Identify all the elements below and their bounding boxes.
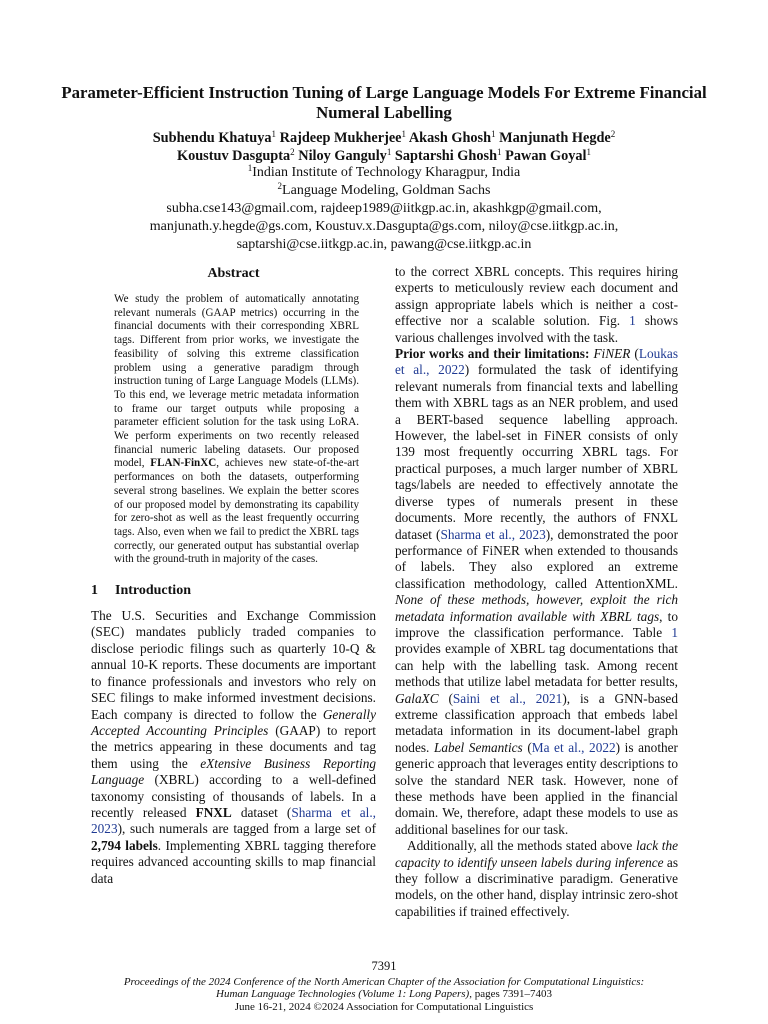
author-affiliation-mark: 1 [491, 129, 496, 139]
page-footer [40, 960, 728, 1013]
author-name: Saptarshi Ghosh [394, 148, 498, 164]
author-name: Niloy Ganguly [298, 148, 387, 164]
email-line: subha.cse143@gmail.com, rajdeep1989@iitkgp.ac.in, akashkgp@gmail.com, [166, 201, 602, 216]
author-name: Koustuv Dasgupta [176, 148, 291, 164]
author-affiliation-mark: 1 [386, 147, 392, 157]
citation-link[interactable]: Sharma et al., 2023 [91, 804, 376, 837]
affiliation: $^2$Language Modeling, Goldman Sachs [277, 181, 491, 198]
page-number: 7391 [371, 959, 397, 973]
left-column [91, 264, 376, 887]
author-affiliation-mark: 2 [290, 147, 295, 157]
author-line-2 [40, 147, 728, 165]
abstract-heading: Abstract [207, 266, 260, 281]
table-reference-link[interactable]: 1 [671, 624, 678, 640]
author-name: Rajdeep Mukherjee [279, 130, 402, 146]
author-list [40, 129, 728, 165]
author-name: Akash Ghosh [408, 130, 492, 146]
affiliation: $^1$Indian Institute of Technology Kharagpur, India [247, 163, 521, 180]
section-heading-introduction [91, 583, 376, 599]
author-affiliation-mark: 1 [271, 129, 277, 139]
author-affiliation-mark: 2 [610, 129, 616, 139]
body-paragraph: to the correct XBRL concepts. This requires hiring experts to meticulously review each document and assign appropriate labels which is neither a cost-effective nor a scalable solution. Fig. 1 shows various challenges involved with the task. [395, 264, 679, 345]
citation-link[interactable]: Loukas et al., 2022 [395, 346, 678, 378]
paper-title: Parameter-Efficient Instruction Tuning of Large Language Models For Extreme Financial Numeral Labelling [61, 83, 707, 122]
author-name: Pawan Goyal [505, 148, 587, 164]
figure-reference-link[interactable]: 1 [629, 313, 636, 329]
email-line: manjunath.y.hegde@gs.com, Koustuv.x.Dasgupta@gs.com, niloy@cse.iitkgp.ac.in, [149, 219, 619, 234]
citation-link[interactable]: Sharma et al., 2023 [440, 526, 546, 542]
section-number: 1 [91, 583, 98, 599]
paragraph-heading: Prior works and their limitations: [395, 346, 590, 362]
citation-link[interactable]: Saini et al., 2021 [452, 690, 563, 706]
citation-link[interactable]: Ma et al., 2022 [531, 739, 616, 755]
proceedings-line: Human Language Technologies (Volume 1: Long Papers), pages 7391–7403 [216, 988, 552, 1001]
affiliations-block [40, 164, 728, 254]
author-affiliation-mark: 1 [401, 129, 407, 139]
author-line-1 [40, 129, 728, 147]
email-line: saptarshi@cse.iitkgp.ac.in, pawang@cse.iitkgp.ac.in [236, 237, 532, 252]
body-paragraph: Additionally, all the methods stated above lack the capacity to identify unseen labels during inference as they follow a discriminative paradigm. Generative models, on the other hand, display intrinsic zero-shot capabilities if trained effectively. [395, 838, 679, 919]
author-name: Subhendu Khatuya [152, 130, 272, 146]
conference-date-line: June 16-21, 2024 ©2024 Association for Computational Linguistics [234, 1000, 534, 1013]
right-column [395, 264, 678, 920]
author-affiliation-mark: 1 [497, 147, 502, 157]
author-name: Manjunath Hegde [499, 130, 611, 146]
intro-paragraph: The U.S. Securities and Exchange Commission (SEC) mandates publicly traded companies to disclose periodic filings such as quarterly 10-Q & annual 10-K reports. These documents are important to finance professionals and investors who rely on SEC filings to make informed investment decisions. Each company is directed to follow the Generally Accepted Accounting Principles (GAAP) to report the metrics appearing in these documents and tag them using the eXtensive Business Reporting Language (XBRL) according to a well-defined taxonomy consisting of thousands of labels. In a recently released FNXL dataset (Sharma et al., 2023), such numerals are tagged from a large set of 2,794 labels. Implementing XBRL tagging therefore requires advanced accounting skills to map financial data [91, 608, 377, 886]
prior-works-paragraph: Prior works and their limitations: FiNER (Loukas et al., 2022) formulated the task of identifying relevant numerals from financial texts and labelling them with XBRL tags as an NER problem, and used a BERT-based sequence labelling approach. However, the label-set in FiNER consists of only 139 most frequently occurring XBRL tags. For practical purposes, a much larger number of XBRL tags/labels are needed to effectively annotate the diverse types of numerals present in these documents. More recently, the authors of FNXL dataset (Sharma et al., 2023), demonstrated the poor performance of FiNER when extended to thousands of labels. They also explored an extreme classification methodology, called AttentionXML. None of these methods, however, exploit the rich metadata information available with XBRL tags, to improve the classification performance. Table 1 provides example of XBRL tag documentations that can help with the labelling task. Among recent methods that utilize label metadata for better results, GalaXC (Saini et al., 2021), is a GNN-based extreme classification approach that embeds label metadata information in its document-label graph nodes. Label Semantics (Ma et al., 2022) is another generic approach that leverages entity descriptions to solve the standard NER task. However, none of these methods have been applied in the financial domain. We, therefore, adapt these models to use as additional baselines for our task. [395, 346, 679, 837]
author-affiliation-mark: 1 [586, 147, 592, 157]
section-title: Introduction [115, 583, 191, 599]
model-name: FLAN-FinXC [150, 457, 217, 470]
abstract-text: We study the problem of automatically annotating relevant numerals (GAAP metrics) occurring in the financial documents with their corresponding XBRL tags. Different from prior works, we investigate the feasibility of solving this extreme classification problem using a generative paradigm through instruction tuning of Large Language Models (LLMs). To this end, we leverage metric metadata information to frame our target outputs while proposing a parameter efficient solution for the task using LoRA. We perform experiments on two recently released financial numeric labeling datasets. Our proposed model, FLAN-FinXC, achieves new state-of-the-art performances on both the datasets, outperforming several strong baselines. We explain the better scores of our proposed model by demonstrating its capability for zero-shot as well as the least frequently occurring tags. Also, even when we fail to predict the XBRL tags correctly, our generated output has substantial overlap with the ground-truth in majority of the cases. [114, 293, 359, 566]
proceedings-line: Proceedings of the 2024 Conference of the North American Chapter of the Association for Computational Linguistics: [123, 975, 645, 988]
